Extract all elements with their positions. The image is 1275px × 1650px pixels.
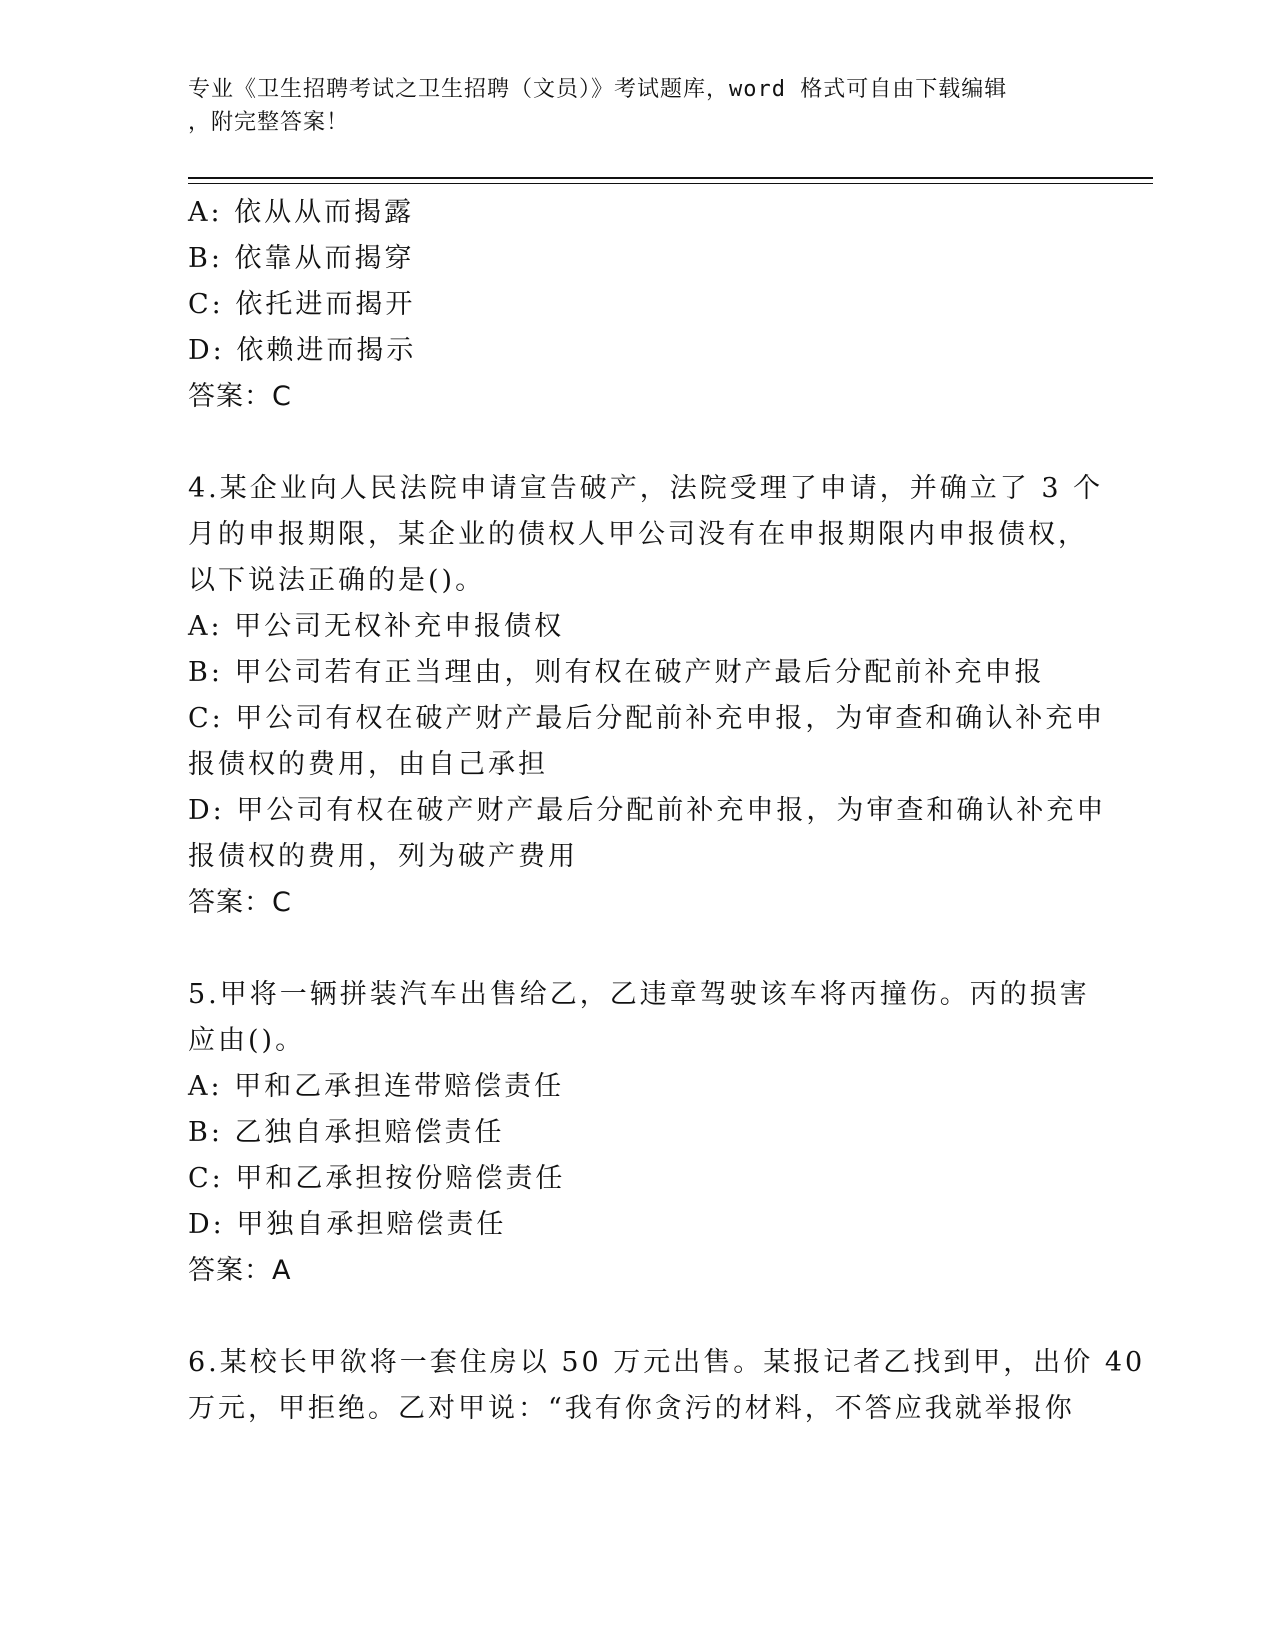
spacer [188, 420, 1088, 466]
option-b: B: 乙独自承担赔偿责任 [188, 1117, 505, 1148]
spacer [188, 926, 1088, 972]
question-stem: 应由()。 [188, 1025, 306, 1056]
option-d: D: 依赖进而揭示 [188, 335, 417, 366]
question-5 [188, 972, 1088, 1294]
question-stem: 6.某校长甲欲将一套住房以 50 万元出售。某报记者乙找到甲，出价 40 [188, 1347, 1146, 1378]
header-line-2: ，附完整答案！ [188, 110, 350, 135]
question-stem: 5.甲将一辆拼装汽车出售给乙，乙违章驾驶该车将丙撞伤。丙的损害 [188, 979, 1090, 1010]
option-d: D: 甲公司有权在破产财产最后分配前补充申报，为审查和确认补充申 [188, 795, 1107, 826]
option-a: A: 甲和乙承担连带赔偿责任 [188, 1071, 565, 1102]
answer-line: 答案：C [188, 381, 292, 412]
header-divider [188, 177, 1153, 179]
document-header [188, 73, 1088, 139]
answer-line: 答案：C [188, 887, 292, 918]
question-content [188, 190, 1146, 1432]
question-stem: 以下说法正确的是()。 [188, 565, 486, 596]
option-b: B: 甲公司若有正当理由，则有权在破产财产最后分配前补充申报 [188, 657, 1045, 688]
question-stem: 月的申报期限，某企业的债权人甲公司没有在申报期限内申报债权， [188, 519, 1088, 550]
header-line-1: 专业《卫生招聘考试之卫生招聘（文员）》考试题库，word 格式可自由下载编辑 [188, 77, 1008, 102]
question-stem: 万元，甲拒绝。乙对甲说：“我有你贪污的材料，不答应我就举报你 [188, 1393, 1075, 1424]
spacer [188, 1294, 1088, 1340]
option-b: B: 依靠从而揭穿 [188, 243, 415, 274]
header-divider-thin [188, 183, 1153, 184]
question-6 [188, 1340, 1146, 1432]
option-d: D: 甲独自承担赔偿责任 [188, 1209, 507, 1240]
option-c: C: 甲和乙承担按份赔偿责任 [188, 1163, 566, 1194]
question-3 [188, 190, 1088, 420]
option-c: C: 依托进而揭开 [188, 289, 416, 320]
option-c: C: 甲公司有权在破产财产最后分配前补充申报，为审查和确认补充申 [188, 703, 1106, 734]
question-stem: 4.某企业向人民法院申请宣告破产，法院受理了申请，并确立了 3 个 [188, 473, 1104, 504]
question-4 [188, 466, 1107, 926]
option-a: A: 甲公司无权补充申报债权 [188, 611, 565, 642]
option-a: A: 依从从而揭露 [188, 197, 415, 228]
option-c-continued: 报债权的费用，由自己承担 [188, 749, 548, 780]
answer-line: 答案：A [188, 1255, 292, 1286]
option-d-continued: 报债权的费用，列为破产费用 [188, 841, 578, 872]
